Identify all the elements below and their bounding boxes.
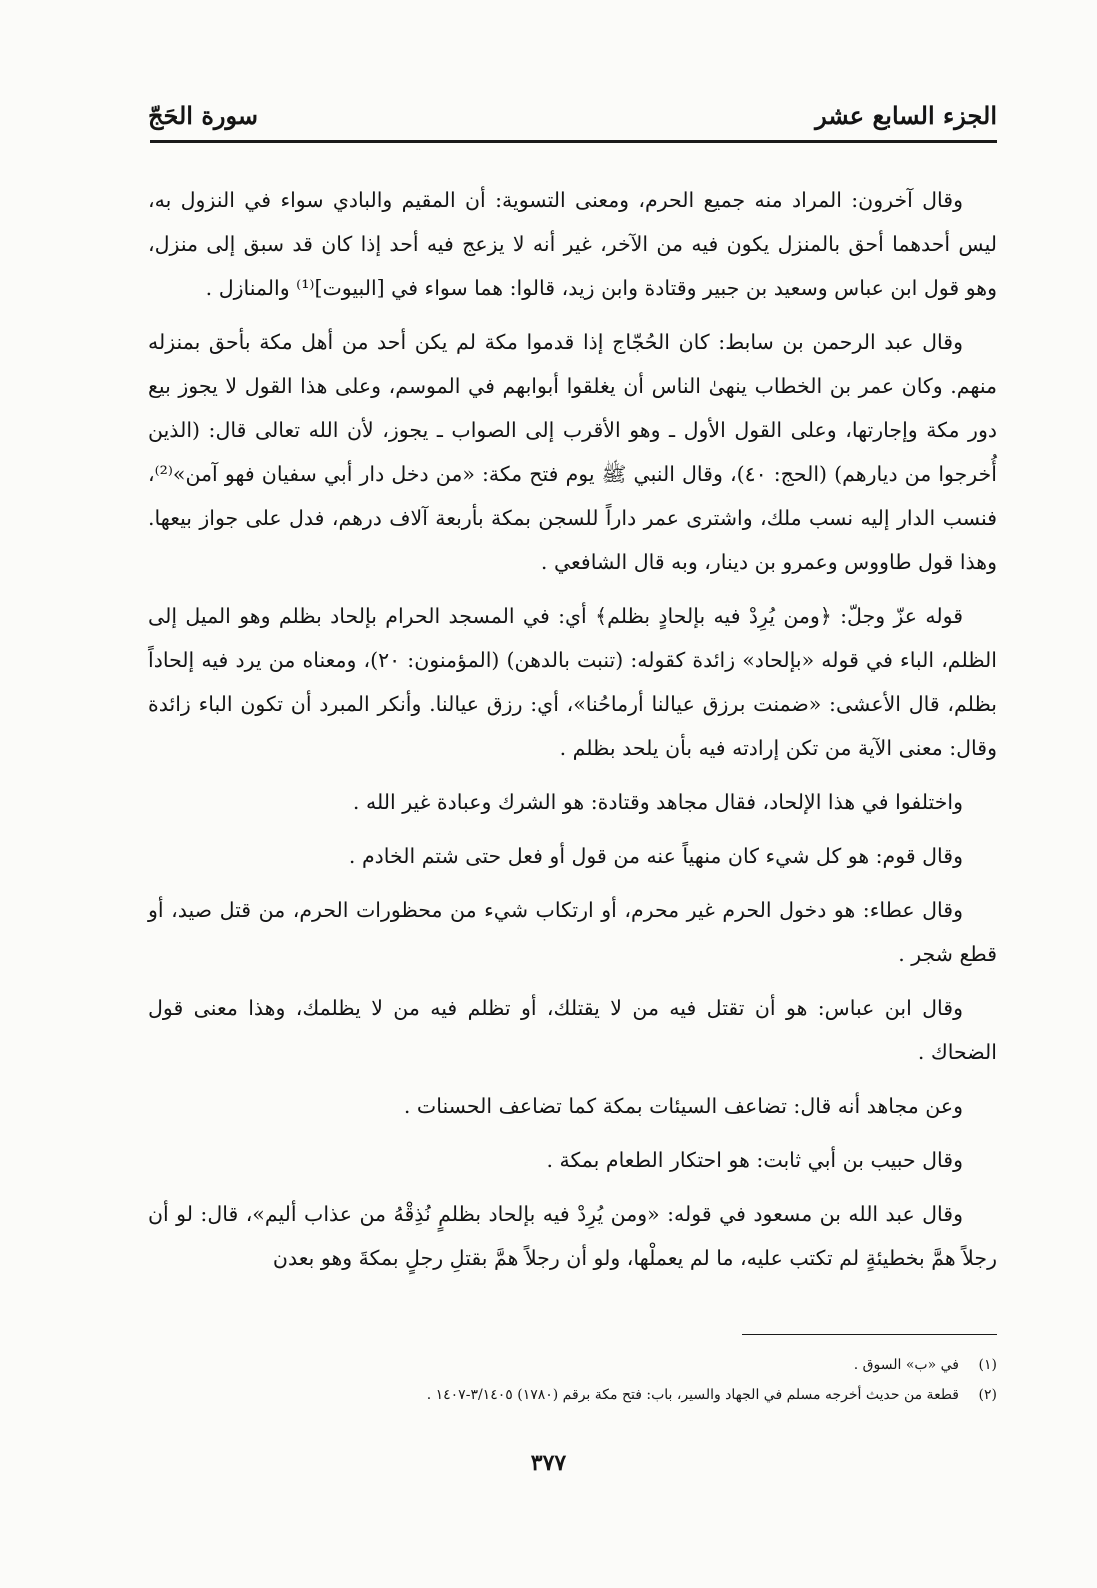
paragraph: وقال عطاء: هو دخول الحرم غير محرم، أو ارتكاب شيء من محظورات الحرم، من قتل صيد، أو قطع شجر . [148,898,997,966]
paragraph: وقال ابن عباس: هو أن تقتل فيه من لا يقتلك، أو تظلم فيه من لا يظلمك، وهذا معنى قول الضحاك . [148,996,997,1064]
running-header [148,86,997,130]
footnote-text: قطعة من حديث أخرجه مسلم في الجهاد والسير، باب: فتح مكة برقم (١٧٨٠) ٣/١٤٠٥-١٤٠٧ . [426,1387,959,1403]
paragraph: واختلفوا في هذا الإلحاد، فقال مجاهد وقتادة: هو الشرك وعبادة غير الله . [352,790,963,814]
footnote [148,1350,997,1380]
header-rule [150,140,997,143]
juz-title: الجزء السابع عشر [815,101,997,130]
paragraph: وعن مجاهد أنه قال: تضاعف السيئات بمكة كما تضاعف الحسنات . [403,1094,963,1118]
paragraph: وقال حبيب بن أبي ثابت: هو احتكار الطعام بمكة . [546,1148,963,1172]
footnote-number: (١) [978,1357,997,1373]
footnote-number: (٢) [978,1387,997,1403]
paragraph: وقال عبد الله بن مسعود في قوله: «ومن يُرِدْ فيه بإلحاد بظلمٍ نُذِقْهُ من عذاب أليم»، قال: لو أن رجلاً همَّ بخطيئةٍ لم تكتب عليه، ما لم يعملْها، ولو أن رجلاً همَّ بقتلِ رجلٍ بمكةَ وهو بعدن [148,1202,997,1270]
paragraph: وقال قوم: هو كل شيء كان منهياً عنه من قول أو فعل حتى شتم الخادم . [348,844,963,868]
page-number: ٣٧٧ [530,1450,567,1476]
paragraph: وقال آخرون: المراد منه جميع الحرم، ومعنى التسوية: أن المقيم والبادي سواء في النزول به، ليس أحدهما أحق بالمنزل يكون فيه من الآخر، غير أنه لا يزعج فيه أحد إذا كان قد سبق إلى منزل، وهو قول ابن عباس وسعيد بن جبير وقتادة وابن زيد، قالوا: هما سواء في [البيوت]⁽¹⁾ والمنازل . [148,188,997,300]
footnotes [148,1350,997,1410]
footnote [148,1380,997,1410]
main-text [148,178,997,1290]
paragraph: قوله عزّ وجلّ: ﴿ومن يُرِدْ فيه بإلحادٍ بظلم﴾ أي: في المسجد الحرام بإلحاد بظلم وهو الميل إلى الظلم، الباء في قوله «بإلحاد» زائدة كقوله: (تنبت بالدهن) (المؤمنون: ٢٠)، ومعناه من يرد فيه إلحاداً بظلم، قال الأعشى: «ضمنت برزق عيالنا أرماحُنا»، أي: رزق عيالنا. وأنكر المبرد أن تكون الباء زائدة وقال: معنى الآية من تكن إرادته فيه بأن يلحد بظلم . [148,604,997,760]
footnote-rule [742,1334,997,1335]
paragraph: وقال عبد الرحمن بن سابط: كان الحُجّاج إذا قدموا مكة لم يكن أحد من أهل مكة بأحق بمنزله منهم. وكان عمر بن الخطاب ينهىٰ الناس أن يغلقوا أبوابهم في الموسم، وعلى هذا القول لا يجوز بيع دور مكة وإجارتها، وعلى القول الأول ـ وهو الأقرب إلى الصواب ـ يجوز، لأن الله تعالى قال: (الذين أُخرجوا من ديارهم) (الحج: ٤٠)، وقال النبي ﷺ يوم فتح مكة: «من دخل دار أبي سفيان فهو آمن»⁽²⁾، فنسب الدار إليه نسب ملك، واشترى عمر داراً للسجن بمكة بأربعة آلاف درهم، فدل على جواز بيعها. وهذا قول طاووس وعمرو بن دينار، وبه قال الشافعي . [148,330,997,574]
surah-title: سورة الحَجّ [148,101,258,130]
footnote-text: في «ب» السوق . [853,1357,959,1373]
